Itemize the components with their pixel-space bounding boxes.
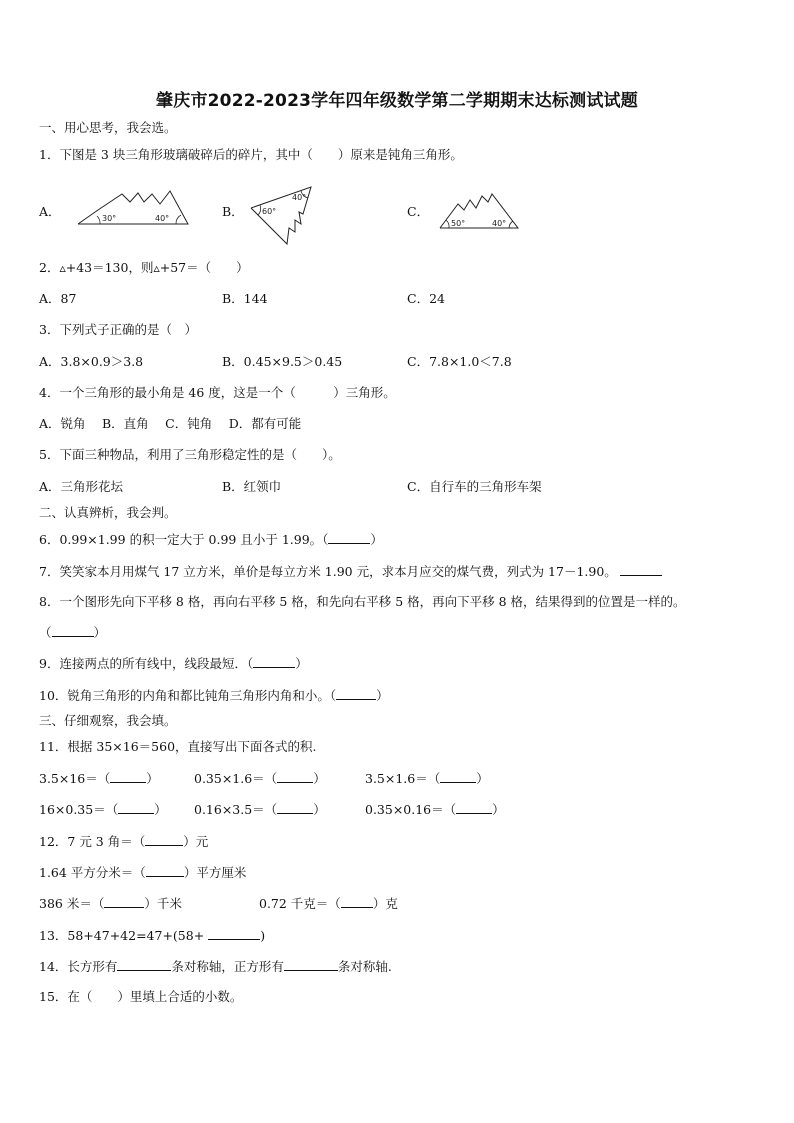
q2-option-a: A．87	[39, 291, 77, 306]
page-title: 肇庆市2022-2023学年四年级数学第二学期期末达标测试试题	[156, 91, 638, 111]
q11-blank-2[interactable]	[277, 770, 313, 783]
section-2-heading: 二、认真辨析，我会判。	[39, 505, 177, 520]
triangle-fragment-c-figure	[436, 190, 526, 232]
q11-close-4: ）	[154, 802, 167, 817]
question-13-text: 13．58+47+42=47+(58+	[39, 928, 205, 943]
q12-unit-4: ）克	[372, 896, 398, 911]
q11-expr-5: 0.16×3.5＝（	[194, 802, 278, 817]
q11-expr-4: 16×0.35＝（	[39, 802, 119, 817]
q5-option-a: A．三角形花坛	[39, 479, 124, 494]
q3-option-c: C．7.8×1.0＜7.8	[407, 354, 512, 369]
question-12-line-1	[39, 833, 208, 850]
question-12-line-2	[39, 864, 246, 881]
question-10	[39, 687, 389, 704]
q14-part-b: 条对称轴，正方形有	[171, 959, 284, 974]
q11-close-5: ）	[313, 802, 326, 817]
q11-item-4	[39, 801, 167, 818]
question-7-text: 7．笑笑家本月用煤气 17 立方米，单价是每立方米 1.90 元，求本月应交的煤气费，列式为 17－1.90。	[39, 564, 617, 579]
question-12-line-3b	[259, 895, 398, 912]
q6-close: ）	[370, 532, 383, 547]
q11-close-6: ）	[492, 802, 505, 817]
q14-part-c: 条对称轴.	[337, 959, 392, 974]
q11-close-3: ）	[476, 771, 489, 786]
q12-expr-1: 12．7 元 3 角＝（	[39, 834, 146, 849]
question-13	[39, 927, 265, 944]
q11-expr-3: 3.5×1.6＝（	[365, 771, 441, 786]
q9-close: ）	[295, 656, 308, 671]
q11-item-2	[194, 770, 326, 787]
q6-answer-blank[interactable]	[328, 531, 370, 544]
angle-label-c2: 40°	[492, 219, 507, 228]
q1-option-b-label: B．	[222, 204, 244, 219]
q11-expr-6: 0.35×0.16＝（	[365, 802, 457, 817]
q14-blank-1[interactable]	[117, 958, 171, 971]
angle-label-c1: 50°	[451, 219, 466, 228]
q11-close-2: ）	[313, 771, 326, 786]
q11-blank-1[interactable]	[110, 770, 146, 783]
question-3-stem: 3．下列式子正确的是（ ）	[39, 322, 197, 337]
q12-unit-1: ）元	[183, 834, 209, 849]
q1-option-a-label: A．	[39, 204, 61, 219]
q8-open: （	[39, 625, 52, 640]
q10-answer-blank[interactable]	[336, 687, 376, 700]
question-14	[39, 958, 392, 975]
q5-option-c: C．自行车的三角形车架	[407, 479, 542, 494]
question-6	[39, 531, 383, 548]
q11-item-3	[365, 770, 489, 787]
q12-unit-2: ）平方厘米	[183, 865, 247, 880]
question-8-answer	[39, 624, 106, 641]
q13-close: )	[260, 928, 266, 943]
q7-answer-blank[interactable]	[620, 563, 662, 576]
q11-close-1: ）	[146, 771, 159, 786]
q14-part-a: 14．长方形有	[39, 959, 118, 974]
angle-label-b1: 60°	[262, 207, 277, 216]
q13-blank[interactable]	[208, 927, 260, 940]
q11-blank-4[interactable]	[118, 801, 154, 814]
q8-close: ）	[93, 625, 107, 640]
q4-options: A．锐角 B．直角 C．钝角 D．都有可能	[39, 416, 302, 431]
section-3-heading: 三、仔细观察，我会填。	[39, 713, 177, 728]
q11-blank-3[interactable]	[440, 770, 476, 783]
q10-close: ）	[376, 688, 389, 703]
q12-expr-3: 386 米＝（	[39, 896, 105, 911]
q3-option-b: B．0.45×9.5＞0.45	[222, 354, 343, 369]
q11-blank-5[interactable]	[277, 801, 313, 814]
q14-blank-2[interactable]	[284, 958, 338, 971]
q11-expr-2: 0.35×1.6＝（	[194, 771, 278, 786]
angle-label-a1: 30°	[102, 214, 117, 223]
question-11-stem: 11．根据 35×16＝560，直接写出下面各式的积.	[39, 739, 317, 754]
q11-item-1	[39, 770, 159, 787]
angle-label-a2: 40°	[155, 214, 170, 223]
q12-unit-3: ）千米	[144, 896, 182, 911]
question-5-stem: 5．下面三种物品，利用了三角形稳定性的是（ ）。	[39, 447, 341, 462]
q2-option-b: B．144	[222, 291, 268, 306]
q11-item-6	[365, 801, 505, 818]
q12-blank-3[interactable]	[104, 895, 144, 908]
q1-option-c-label: C．	[407, 204, 430, 219]
q12-blank-1[interactable]	[145, 833, 183, 846]
question-12-line-3a	[39, 895, 182, 912]
question-9	[39, 655, 308, 672]
angle-label-b2: 40°	[292, 193, 307, 202]
question-1-stem: 1．下图是 3 块三角形玻璃破碎后的碎片，其中（ ）原来是钝角三角形。	[39, 147, 463, 162]
q9-answer-blank[interactable]	[253, 655, 295, 668]
q11-blank-6[interactable]	[456, 801, 492, 814]
q8-answer-blank[interactable]	[52, 624, 94, 637]
question-10-text: 10．锐角三角形的内角和都比钝角三角形内角和小。（	[39, 688, 337, 703]
q12-blank-4[interactable]	[341, 895, 373, 908]
q11-item-5	[194, 801, 326, 818]
question-6-text: 6．0.99×1.99 的积一定大于 0.99 且小于 1.99。（	[39, 532, 329, 547]
question-7	[39, 563, 662, 580]
q3-option-a: A．3.8×0.9＞3.8	[39, 354, 144, 369]
question-15: 15．在（ ）里填上合适的小数。	[39, 989, 243, 1004]
question-4-stem: 4．一个三角形的最小角是 46 度，这是一个（ ）三角形。	[39, 385, 396, 400]
q12-expr-4: 0.72 千克＝（	[259, 896, 341, 911]
q11-expr-1: 3.5×16＝（	[39, 771, 111, 786]
q12-blank-2[interactable]	[146, 864, 184, 877]
section-1-heading: 一、用心思考，我会选。	[39, 120, 177, 135]
q2-option-c: C．24	[407, 291, 445, 306]
question-8-text: 8．一个图形先向下平移 8 格，再向右平移 5 格，和先向右平移 5 格，再向下平移 8 格，结果得到的位置是一样的。	[39, 594, 686, 609]
triangle-fragment-a-figure	[70, 188, 190, 230]
question-2-stem: 2．▵+43＝130，则▵+57＝（ ）	[39, 260, 249, 275]
q5-option-b: B．红领巾	[222, 479, 282, 494]
triangle-fragment-b-figure	[245, 184, 320, 246]
q12-expr-2: 1.64 平方分米＝（	[39, 865, 146, 880]
question-9-text: 9．连接两点的所有线中，线段最短．（	[39, 656, 254, 671]
